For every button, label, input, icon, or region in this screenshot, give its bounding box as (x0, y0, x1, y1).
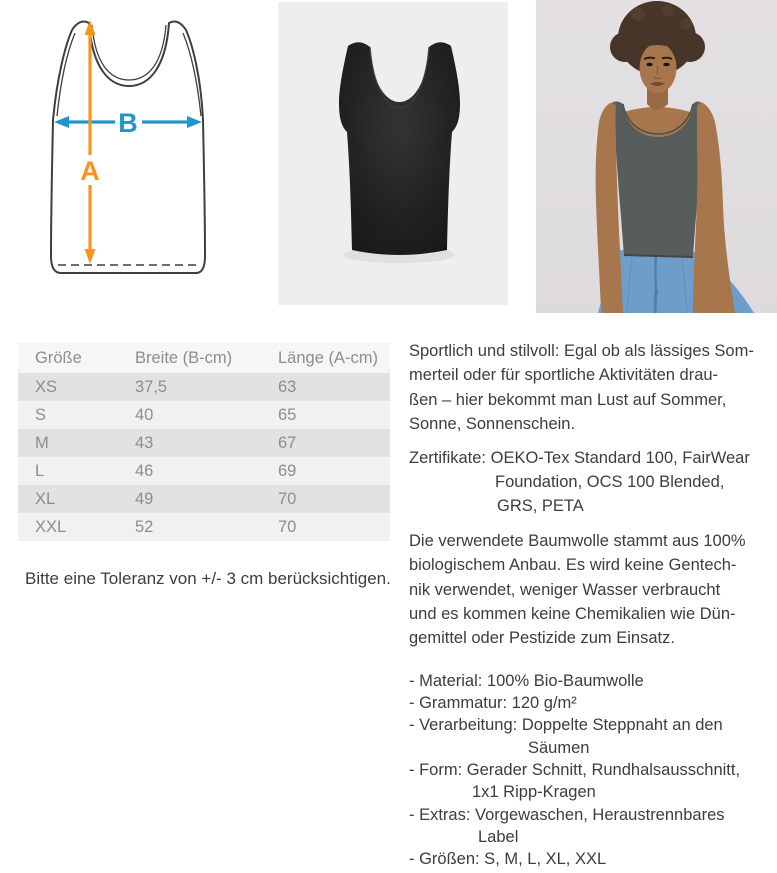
product-description (409, 339, 777, 871)
spec-form: - Form: Gerader Schnitt, Rundhalsausschnitt, (409, 761, 741, 780)
cell-size: L (18, 457, 118, 485)
table-row-m (18, 429, 390, 457)
cotton-paragraph: Die verwendete Baumwolle stammt aus 100% biologischem Anbau. Es wird keine Gentech- nik verwendet, weniger Wasser verbraucht und es kommen keine Chemikalien wie Dün- gemittel oder Pestizide zum Einsatz. (409, 531, 746, 648)
product-photo-model (536, 0, 777, 313)
cell-size: XL (18, 485, 118, 513)
cell-width: 37,5 (118, 373, 261, 401)
cell-length: 70 (261, 485, 390, 513)
cell-length: 65 (261, 401, 390, 429)
cell-size: M (18, 429, 118, 457)
intro-paragraph: Sportlich und stilvoll: Egal ob als lässiges Som- merteil oder für sportliche Aktivitäten drau- ßen – hier bekommt man Lust auf Sommer, Sonne, Sonnenschein. (409, 342, 754, 434)
spec-material: - Material: 100% Bio-Baumwolle (409, 671, 644, 690)
model-photo-illustration (536, 0, 777, 313)
product-photo-flat (278, 2, 508, 305)
table-row-xxl (18, 513, 390, 541)
cell-length: 70 (261, 513, 390, 541)
cell-width: 43 (118, 429, 261, 457)
table-row-xs (18, 373, 390, 401)
col-header-length: Länge (A-cm) (261, 343, 390, 373)
size-diagram-image (28, 8, 243, 308)
tolerance-note: Bitte eine Toleranz von +/- 3 cm berücksichtigen. (25, 569, 391, 588)
table-row-s (18, 401, 390, 429)
cell-size: XXL (18, 513, 118, 541)
tank-top-measurement-diagram (28, 8, 243, 308)
cell-width: 46 (118, 457, 261, 485)
tank-outline (51, 22, 205, 273)
cell-width: 49 (118, 485, 261, 513)
size-table (18, 343, 390, 541)
cell-width: 40 (118, 401, 261, 429)
cell-length: 67 (261, 429, 390, 457)
black-tank-top-photo (278, 2, 508, 305)
col-header-width: Breite (B-cm) (118, 343, 261, 373)
certificates-paragraph: Zertifikate: OEKO-Tex Standard 100, FairWear Foundation, OCS 100 Blended, GRS, PETA (409, 448, 750, 516)
cell-size: S (18, 401, 118, 429)
face (640, 43, 677, 93)
cell-length: 63 (261, 373, 390, 401)
table-row-l (18, 457, 390, 485)
cell-size: XS (18, 373, 118, 401)
length-label: A (80, 156, 100, 186)
spec-grammatur: - Grammatur: 120 g/m² (409, 694, 577, 713)
spec-extras: - Extras: Vorgewaschen, Heraustrennbares (409, 805, 725, 824)
col-header-size: Größe (18, 343, 118, 373)
table-row-xl (18, 485, 390, 513)
cell-width: 52 (118, 513, 261, 541)
spec-groessen: - Größen: S, M, L, XL, XXL (409, 850, 607, 869)
specs-list: - Material: 100% Bio-Baumwolle - Grammatur: 120 g/m² - Verarbeitung: Doppelte Steppnaht an den Säumen - Form: Gerader Schnitt, Rundhalsausschnitt, 1x1 Ripp-Kragen - Extras: Vorgewaschen, Heraustrennbares Label - Größen: S, M, L, XL, XXL (409, 670, 777, 871)
width-label: B (118, 108, 138, 138)
size-table-header-row (18, 343, 390, 373)
spec-verarbeitung: - Verarbeitung: Doppelte Steppnaht an den (409, 716, 723, 735)
cell-length: 69 (261, 457, 390, 485)
